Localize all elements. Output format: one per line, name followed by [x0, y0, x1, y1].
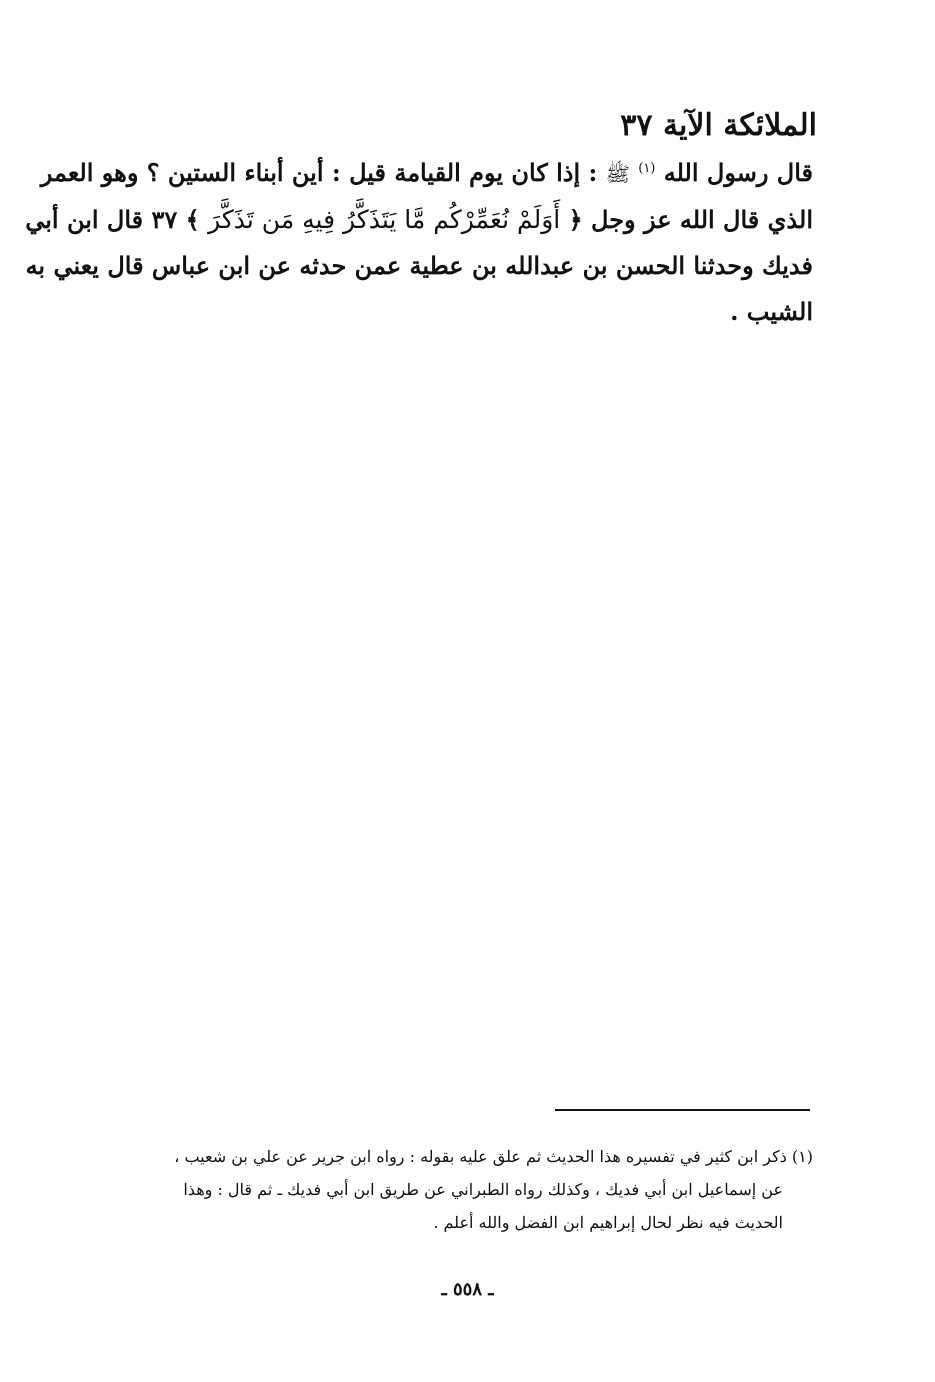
footnote-separator: [555, 1109, 810, 1111]
footnote-reference: (١): [638, 161, 656, 176]
section-heading: الملائكة الآية ٣٧: [620, 108, 817, 143]
body-line-4: الشيب .: [730, 297, 813, 326]
body-line-2: [25, 197, 813, 243]
footnote: [113, 1140, 813, 1239]
quran-open-bracket: ﴿: [568, 205, 583, 234]
body-line-3: فديك وحدثنا الحسن بن عبدالله بن عطية عمن حدثه عن ابن عباس قال يعني به: [25, 251, 813, 280]
body-line-1-end: : إذا كان يوم القيامة قيل : أين أبناء الستين ؟ وهو العمر: [40, 158, 598, 187]
footnote-line-3: الحديث فيه نظر لحال إبراهيم ابن الفضل والله أعلم .: [433, 1213, 783, 1232]
body-line-1-start: قال رسول الله: [663, 158, 813, 187]
body-line-1: [40, 150, 813, 197]
quran-verse: أَوَلَمْ نُعَمِّرْكُم مَّا يَتَذَكَّرُ فِيهِ مَن تَذَكَّرَ: [208, 205, 561, 234]
body-line-2-start: الذي قال الله عز وجل: [591, 205, 813, 234]
footnote-line-1: (١) ذكر ابن كثير في تفسيره هذا الحديث ثم علق عليه بقوله : رواه ابن جرير عن علي بن شعيب ،: [174, 1147, 813, 1166]
footnote-line-2: عن إسماعيل ابن أبي فديك ، وكذلك رواه الطبراني عن طريق ابن أبي فديك ـ ثم قال : وهذا: [183, 1180, 783, 1199]
body-line-2-end: ٣٧ قال ابن أبي: [25, 205, 178, 234]
main-text: [25, 150, 813, 335]
salutation-glyph: ﷺ: [605, 162, 630, 186]
page-number: ـ ٥٥٨ ـ: [441, 1279, 494, 1300]
quran-close-bracket: ﴾: [185, 205, 200, 234]
